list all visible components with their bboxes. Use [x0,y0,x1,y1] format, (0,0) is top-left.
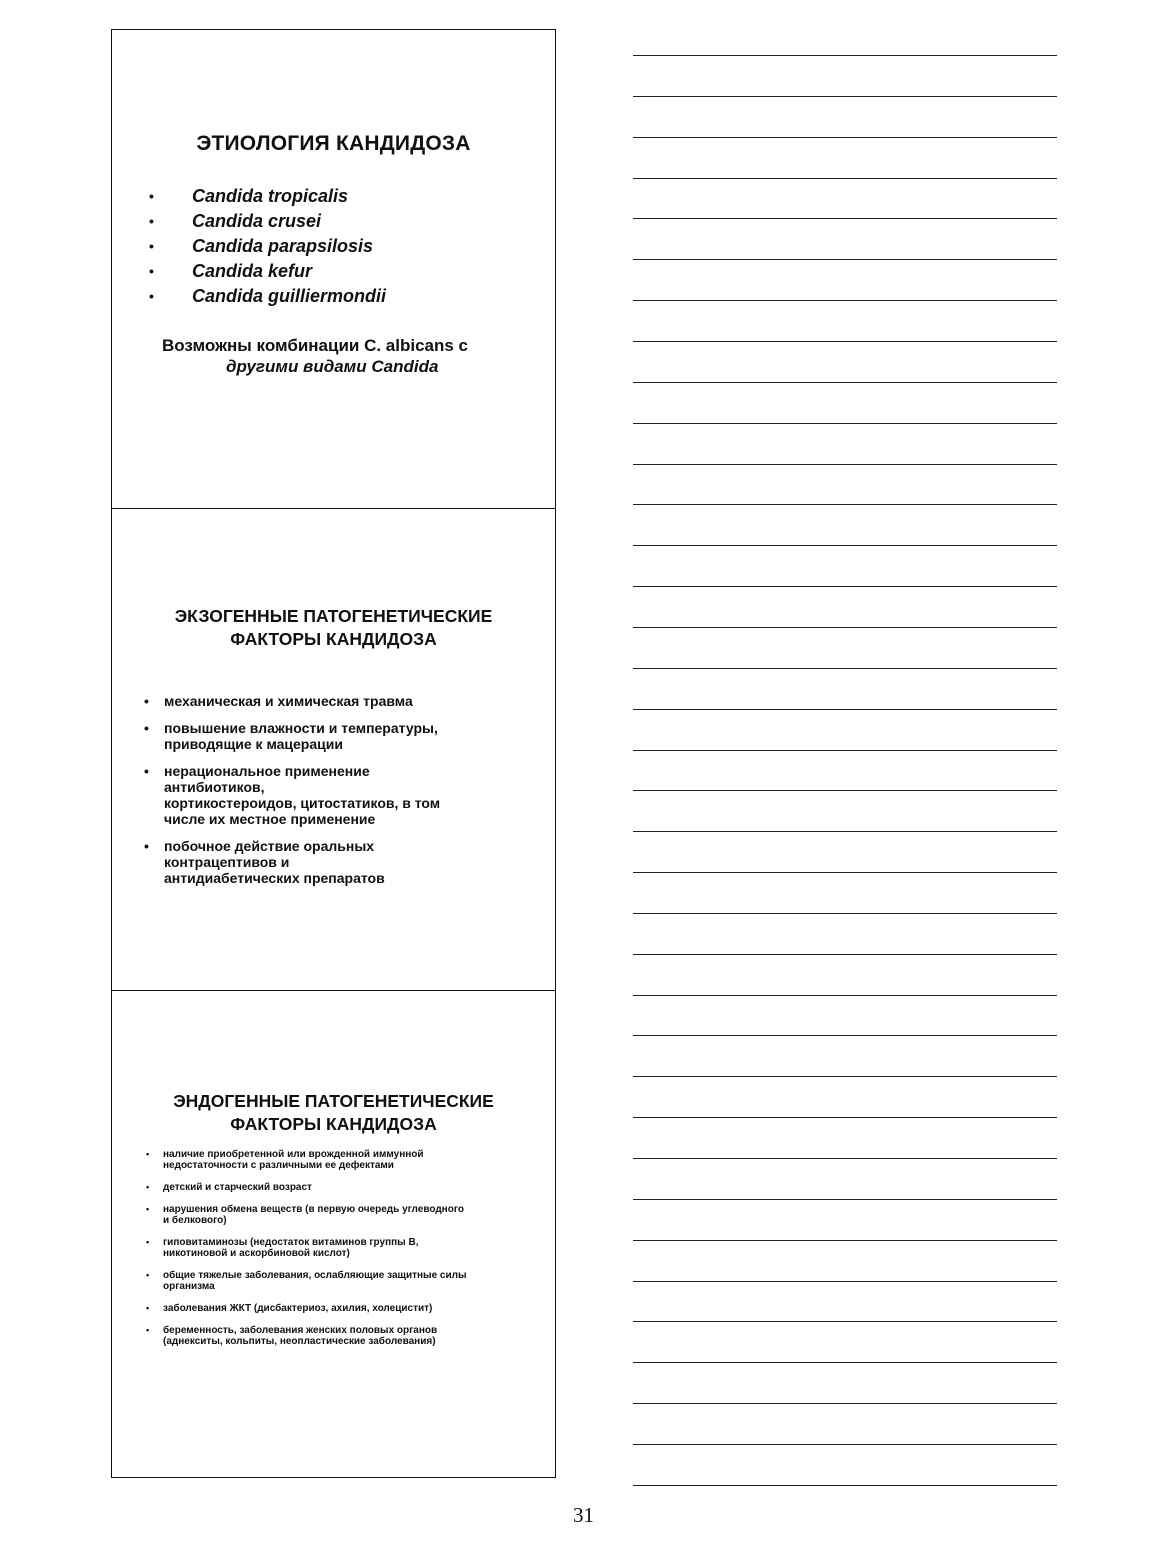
list-item: • Candida crusei [144,209,545,234]
note-line [633,627,1057,628]
bullet-icon: • [149,288,154,304]
page-number: 31 [573,1503,594,1527]
slides-column [111,29,556,1478]
note-line [633,178,1057,179]
list-item: • нарушения обмена веществ (в первую очередь углеводного и белкового) [146,1204,464,1226]
bullet-list [146,1149,535,1358]
note-line [633,382,1057,383]
combination-note: Возможны комбинации C. albicans с другими видами Candida [162,336,469,376]
bullet-icon: • [146,1237,150,1247]
bullet-icon: • [144,838,149,854]
note-line [633,1444,1057,1445]
note-line [633,504,1057,505]
note-line [633,1281,1057,1282]
note-line [633,464,1057,465]
bullet-list [142,693,541,897]
list-item: • общие тяжелые заболевания, ослабляющие защитные силы организма [146,1270,467,1292]
note-line [633,790,1057,791]
note-line [633,1076,1057,1077]
notes-ruled-lines [633,0,1057,1500]
note-line [633,586,1057,587]
list-item: • заболевания ЖКТ (дисбактериоз, ахилия, холецистит) [146,1303,433,1314]
note-line [633,55,1057,56]
slide-endogenous-factors [112,990,555,1479]
note-line [633,300,1057,301]
note-line [633,1199,1057,1200]
bullet-icon: • [146,1204,150,1214]
bullet-icon: • [146,1182,150,1192]
bullet-icon: • [149,213,154,229]
note-line [633,954,1057,955]
slide-exogenous-factors [112,508,555,990]
list-item: • повышение влажности и температуры, приводящие к мацерации [144,720,438,752]
bullet-list [144,184,545,309]
list-item: • побочное действие оральных контрацептивов и антидиабетических препаратов [144,838,385,886]
list-item: • Candida tropicalis [144,184,545,209]
note-line [633,750,1057,751]
list-item: • нерациональное применение антибиотиков, кортикостероидов, цитостатиков, в том числе их местное применение [144,763,441,827]
bullet-icon: • [149,238,154,254]
bullet-icon: • [144,720,149,736]
note-line [633,1035,1057,1036]
list-item: • Candida parapsilosis [144,234,545,259]
bullet-icon: • [146,1303,150,1313]
slide-title: ЭКЗОГЕННЫЕ ПАТОГЕНЕТИЧЕСКИЕ ФАКТОРЫ КАНДИДОЗА [174,606,493,649]
list-item: • наличие приобретенной или врожденной иммунной недостаточности с различными ее дефектами [146,1149,424,1171]
bullet-icon: • [146,1325,150,1335]
bullet-icon: • [144,693,149,709]
note-line [633,872,1057,873]
list-item: • механическая и химическая травма [144,693,413,709]
note-line [633,995,1057,996]
bullet-icon: • [149,188,154,204]
note-line [633,341,1057,342]
note-line [633,831,1057,832]
slide-etiology [112,30,555,508]
note-line [633,137,1057,138]
slide-title: ЭТИОЛОГИЯ КАНДИДОЗА [196,132,471,155]
list-item: • гиповитаминозы (недостаток витаминов группы В, никотиновой и аскорбиновой кислот) [146,1237,419,1259]
bullet-icon: • [149,263,154,279]
bullet-icon: • [146,1149,150,1159]
list-item: • Candida guilliermondii [144,284,545,309]
note-line [633,218,1057,219]
note-line [633,709,1057,710]
list-item: • детский и старческий возраст [146,1182,312,1193]
note-line [633,913,1057,914]
note-line [633,1362,1057,1363]
note-line [633,1117,1057,1118]
note-line [633,545,1057,546]
note-line [633,1321,1057,1322]
note-line [633,1240,1057,1241]
list-item: • Candida kefur [144,259,545,284]
bullet-icon: • [146,1270,150,1280]
note-line [633,423,1057,424]
note-line [633,1485,1057,1486]
note-line [633,1158,1057,1159]
slide-title: ЭНДОГЕННЫЕ ПАТОГЕНЕТИЧЕСКИЕ ФАКТОРЫ КАНДИДОЗА [173,1091,494,1134]
list-item: • беременность, заболевания женских половых органов (аднекситы, кольпиты, неопластические заболевания) [146,1325,438,1347]
note-line [633,1403,1057,1404]
note-line [633,668,1057,669]
note-line [633,259,1057,260]
bullet-icon: • [144,763,149,779]
note-line [633,96,1057,97]
